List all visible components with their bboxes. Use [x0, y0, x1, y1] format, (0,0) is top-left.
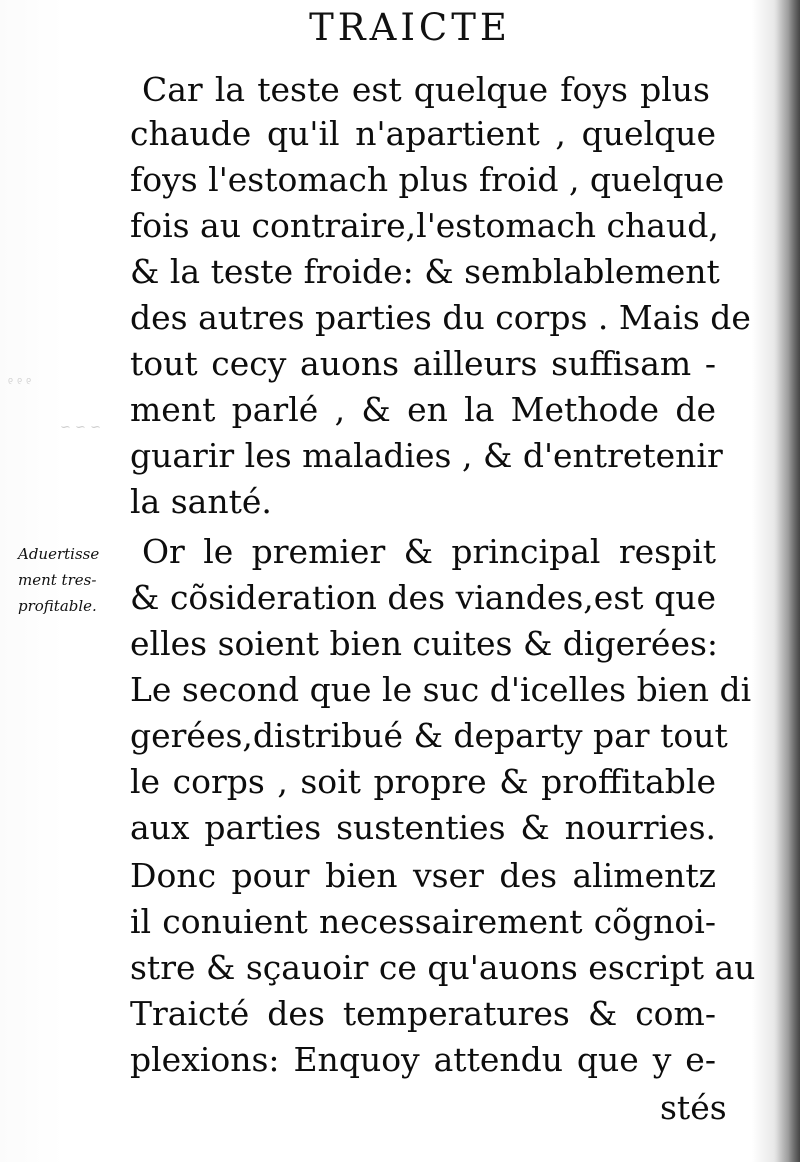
text-line-8: ment parlé , & en la Methode de: [130, 390, 716, 429]
text-line-12: & cõsideration des viandes,est que: [130, 578, 716, 617]
margin-note-line-3: profitable.: [18, 597, 97, 615]
text-line-6: des autres parties du corps . Mais de: [130, 298, 751, 337]
text-line-11: Or le premier & principal respit: [142, 532, 716, 571]
text-line-18: Donc pour bien vser des alimentz: [130, 856, 716, 895]
text-line-22: plexions: Enquoy attendu que y e-: [130, 1040, 716, 1079]
text-line-1: Car la teste est quelque foys plus: [142, 70, 710, 109]
text-line-17: aux parties sustenties & nourries.: [130, 808, 716, 847]
text-line-4: fois au contraire,l'estomach chaud,: [130, 206, 719, 245]
text-line-13: elles soient bien cuites & digerées:: [130, 624, 719, 663]
text-line-7: tout cecy auons ailleurs suffisam -: [130, 344, 716, 383]
margin-note-line-1: Aduertisse: [18, 545, 100, 563]
text-line-10: la santé.: [130, 482, 272, 521]
page-gutter-shadow: [774, 0, 800, 1162]
catchword: stés: [660, 1088, 727, 1127]
show-through-ghost-1: ꝰ ꝰ ꝰ: [8, 375, 32, 390]
text-line-16: le corps , soit propre & proffitable: [130, 762, 716, 801]
text-line-21: Traicté des temperatures & com-: [130, 994, 716, 1033]
text-line-14: Le second que le suc d'icelles bien di: [130, 670, 752, 709]
running-head-title: TRAICTE: [309, 6, 511, 49]
text-line-20: stre & sçauoir ce qu'auons escript au: [130, 948, 756, 987]
text-line-19: il conuient necessairement cõgnoi-: [130, 902, 716, 941]
margin-note-line-2: ment tres-: [18, 571, 97, 589]
text-line-9: guarir les maladies , & d'entretenir: [130, 436, 723, 475]
text-line-2: chaude qu'il n'apartient , quelque: [130, 114, 716, 153]
text-line-15: gerées,distribué & departy par tout: [130, 716, 728, 755]
text-line-3: foys l'estomach plus froid , quelque: [130, 160, 725, 199]
show-through-ghost-2: ~ ~ ~: [60, 420, 101, 435]
text-line-5: & la teste froide: & semblablement: [130, 252, 720, 291]
